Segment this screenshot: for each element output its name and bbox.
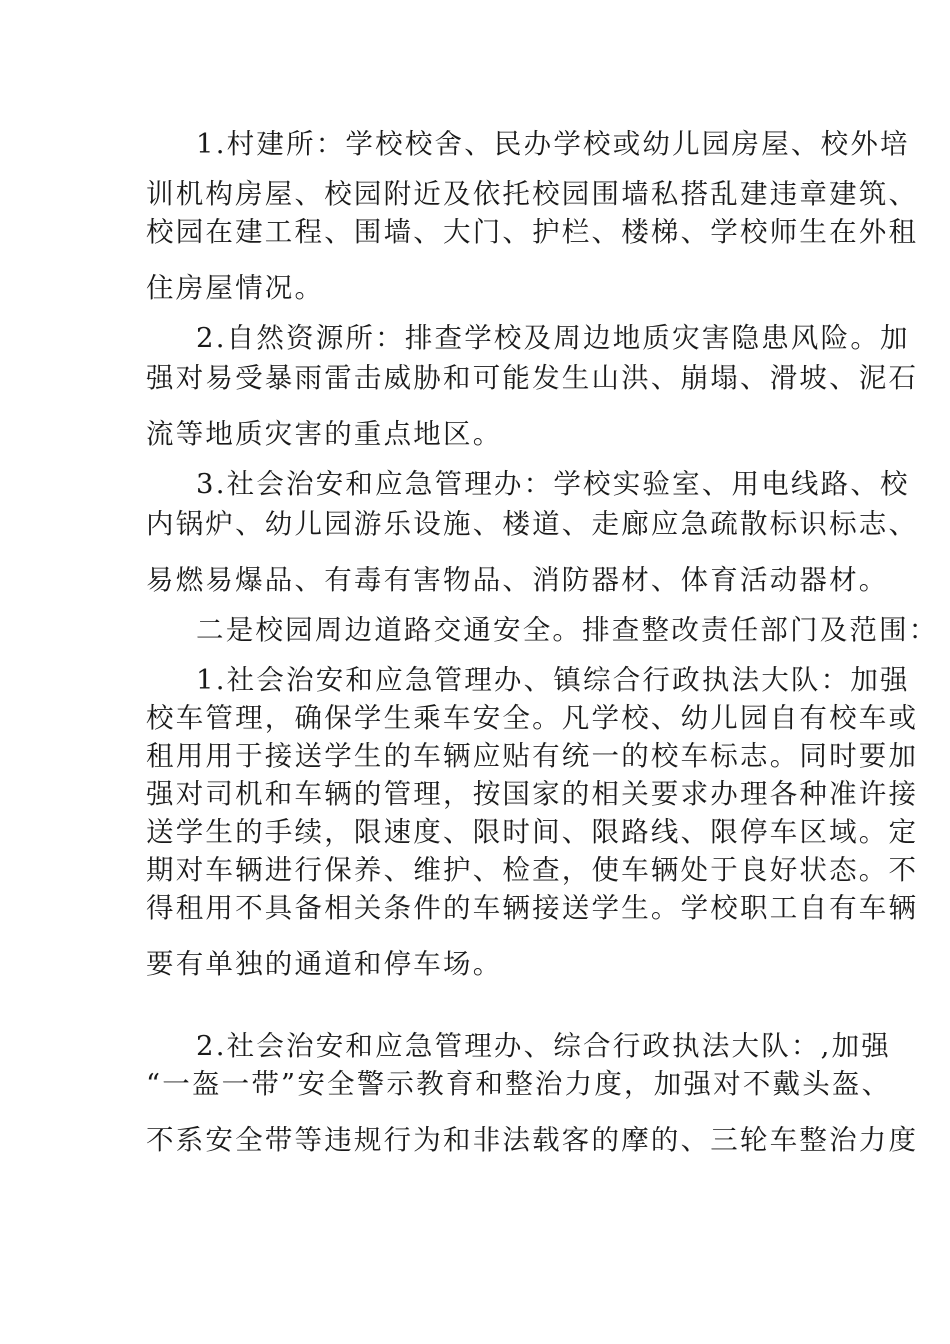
text-line: 1.村建所：学校校舍、民办学校或幼儿园房屋、校外培	[196, 128, 910, 160]
text-line: 得租用不具备相关条件的车辆接送学生。学校职工自有车辆	[146, 892, 919, 924]
text-line: 3.社会治安和应急管理办：学校实验室、用电线路、校	[196, 468, 910, 500]
text-line: 2.社会治安和应急管理办、综合行政执法大队：,加强	[196, 1030, 891, 1062]
text-line: 住房屋情况。	[146, 272, 325, 304]
text-line: 二是校园周边道路交通安全。排查整改责任部门及范围：	[196, 614, 939, 646]
text-line: 强对司机和车辆的管理，按国家的相关要求办理各种准许接	[146, 778, 919, 810]
text-line: 校园在建工程、围墙、大门、护栏、楼梯、学校师生在外租	[146, 216, 919, 248]
text-line: 内锅炉、幼儿园游乐设施、楼道、走廊应急疏散标识标志、	[146, 508, 919, 540]
text-line: 1.社会治安和应急管理办、镇综合行政执法大队：加强	[196, 664, 910, 696]
text-line: “一盔一带”安全警示教育和整治力度，加强对不戴头盔、	[146, 1068, 892, 1100]
text-line: 送学生的手续，限速度、限时间、限路线、限停车区域。定	[146, 816, 919, 848]
text-line: 2.自然资源所：排查学校及周边地质灾害隐患风险。加	[196, 322, 910, 354]
text-line: 流等地质灾害的重点地区。	[146, 418, 503, 450]
text-line: 要有单独的通道和停车场。	[146, 948, 503, 980]
text-line: 训机构房屋、校园附近及依托校园围墙私搭乱建违章建筑、	[146, 178, 919, 210]
text-line: 强对易受暴雨雷击威胁和可能发生山洪、崩塌、滑坡、泥石	[146, 362, 919, 394]
text-line: 不系安全带等违规行为和非法载客的摩的、三轮车整治力度	[146, 1124, 919, 1156]
text-line: 租用用于接送学生的车辆应贴有统一的校车标志。同时要加	[146, 740, 919, 772]
text-line: 校车管理，确保学生乘车安全。凡学校、幼儿园自有校车或	[146, 702, 919, 734]
text-line: 易燃易爆品、有毒有害物品、消防器材、体育活动器材。	[146, 564, 889, 596]
text-line: 期对车辆进行保养、维护、检查，使车辆处于良好状态。不	[146, 854, 919, 886]
